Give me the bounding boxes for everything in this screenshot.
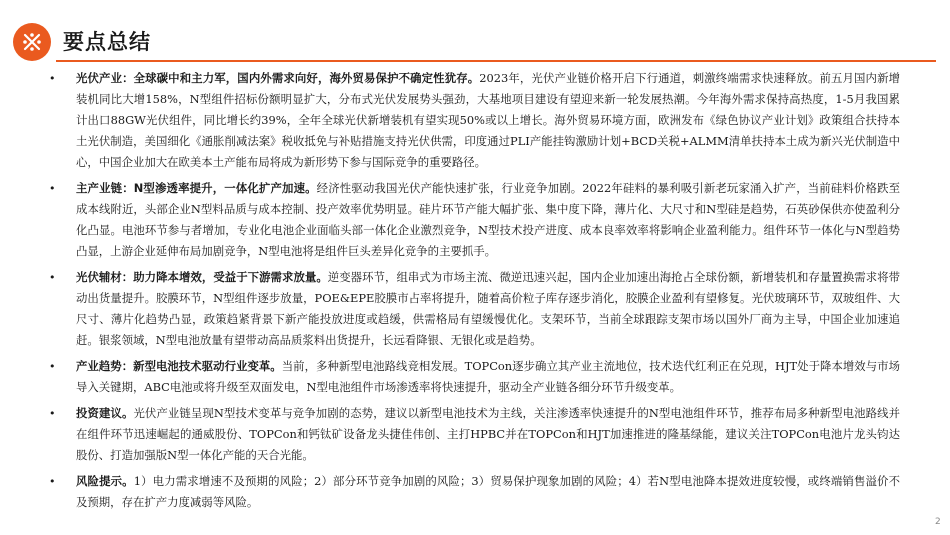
bullet-marker: • <box>49 360 56 373</box>
bullet-marker: • <box>49 72 56 85</box>
point-lead: 产业趋势：新型电池技术驱动行业变革。 <box>76 359 282 373</box>
summary-text <box>76 178 900 262</box>
point-body: 经济性驱动我国光伏产能快速扩张，行业竞争加剧。2022年硅料的暴利吸引新老玩家涌入扩产，当前硅料价格跌至成本线附近，头部企业N型料品质与成本控制、投产效率优势明显。硅片环节产能大幅扩张、集中度下降，薄片化、大尺寸和N型硅是趋势，石英砂保供亦使盈利分化凸显。电池环节参与者增加，专业化电池企业面临头部一体化企业激烈竞争，N型技术投产进度、成本良率效率将影响企业盈利能力。组件环节一体化与N型趋势凸显，上游企业延伸布局加剧竞争，N型电池将是组件巨头差异化竞争的主要抓手。 <box>76 181 900 258</box>
bullet-marker: • <box>49 475 56 488</box>
point-body: 2023年，光伏产业链价格开启下行通道，刺激终端需求快速释放。前五月国内新增装机同比大增158%，N型组件招标份额明显扩大，分布式光伏发展势头强劲，大基地项目建设有望迎来新一轮发展热潮。今年海外需求保持高热度，1-5月我国累计出口88GW光伏组件，同比增长约39%，全年全球光伏新增装机有望实现50%或以上增长。海外贸易环境方面，欧洲发布《绿色协议产业计划》政策组合扶持本土光伏制造，美国细化《通胀削减法案》税收抵免与补贴措施支持光伏供需，印度通过PLI产能挂钩激励计划+BCD关税+ALMM清单扶持本土成为新兴光伏制造中心，中国企业加大在欧美本土产能布局将成为新形势下参与国际竞争的重要路径。 <box>76 71 900 169</box>
summary-text <box>76 471 900 513</box>
point-lead: 主产业链：N型渗透率提升，一体化扩产加速。 <box>76 181 317 195</box>
bullet-marker: • <box>49 407 56 420</box>
point-lead: 风险提示。 <box>76 474 134 488</box>
bullet-marker: • <box>49 182 56 195</box>
summary-point-auxiliary-materials <box>45 267 900 351</box>
point-lead: 光伏辅材：助力降本增效，受益于下游需求放量。 <box>76 270 328 284</box>
summary-point-risk-warning <box>45 471 900 513</box>
header <box>0 0 950 60</box>
summary-point-industry-trend <box>45 356 900 398</box>
page-title: 要点总结 <box>63 30 151 54</box>
point-body: 1）电力需求增速不及预期的风险；2）部分环节竞争加剧的风险；3）贸易保护现象加剧的风险；4）若N型电池降本提效进度较慢，或终端销售溢价不及预期，存在扩产力度减弱等风险。 <box>76 474 900 509</box>
page-number: 2 <box>935 517 941 527</box>
summary-text <box>76 356 900 398</box>
point-body: 光伏产业链呈现N型技术变革与竞争加剧的态势，建议以新型电池技术为主线，关注渗透率快速提升的N型电池组件环节，推荐布局多种新型电池路线并在组件环节迅速崛起的通威股份、TOPCon和钙钛矿设备龙头捷佳伟创、主打HPBC并在TOPCon和HJT加速推进的隆基绿能，建议关注TOPCon电池片龙头钧达股份、打造加强版N型一体化产能的天合光能。 <box>76 406 900 462</box>
summary-text <box>76 403 900 466</box>
bullet-marker: • <box>49 271 56 284</box>
point-body: 当前，多种新型电池路线竞相发展。TOPCon逐步确立其产业主流地位，技术迭代红利正在兑现，HJT处于降本增效与市场导入关键期，ABC电池或将升级至双面发电，N型电池组件市场渗透率将快速提升，驱动全产业链各细分环节升级变革。 <box>76 359 900 394</box>
summary-list <box>45 68 900 518</box>
point-lead: 光伏产业：全球碳中和主力军，国内外需求向好，海外贸易保护不确定性犹存。 <box>76 71 480 85</box>
summary-text <box>76 68 900 173</box>
point-body: 逆变器环节，组串式为市场主流、微逆迅速兴起，国内企业加速出海抢占全球份额，新增装机和存量置换需求将带动出货量提升。胶膜环节，N型组件逐步放量，POE&EPE胶膜市占率将提升，随着高价粒子库存逐步消化，胶膜企业盈利有望修复。光伏玻璃环节，双玻组件、大尺寸、薄片化趋势凸显，政策趋紧背景下新产能投放进度或趋缓，供需格局有望缓慢优化。支架环节，当前全球跟踪支架市场以国外厂商为主导，中国企业加速追赶。银浆领域，N型电池放量有望带动高品质浆料出货提升，长远看降银、无银化或是趋势。 <box>76 270 900 347</box>
asterisk-x-icon <box>13 23 51 61</box>
summary-point-pv-industry <box>45 68 900 173</box>
point-lead: 投资建议。 <box>76 406 134 420</box>
summary-point-main-chain <box>45 178 900 262</box>
summary-point-investment-advice <box>45 403 900 466</box>
summary-text <box>76 267 900 351</box>
title-divider <box>56 60 936 62</box>
